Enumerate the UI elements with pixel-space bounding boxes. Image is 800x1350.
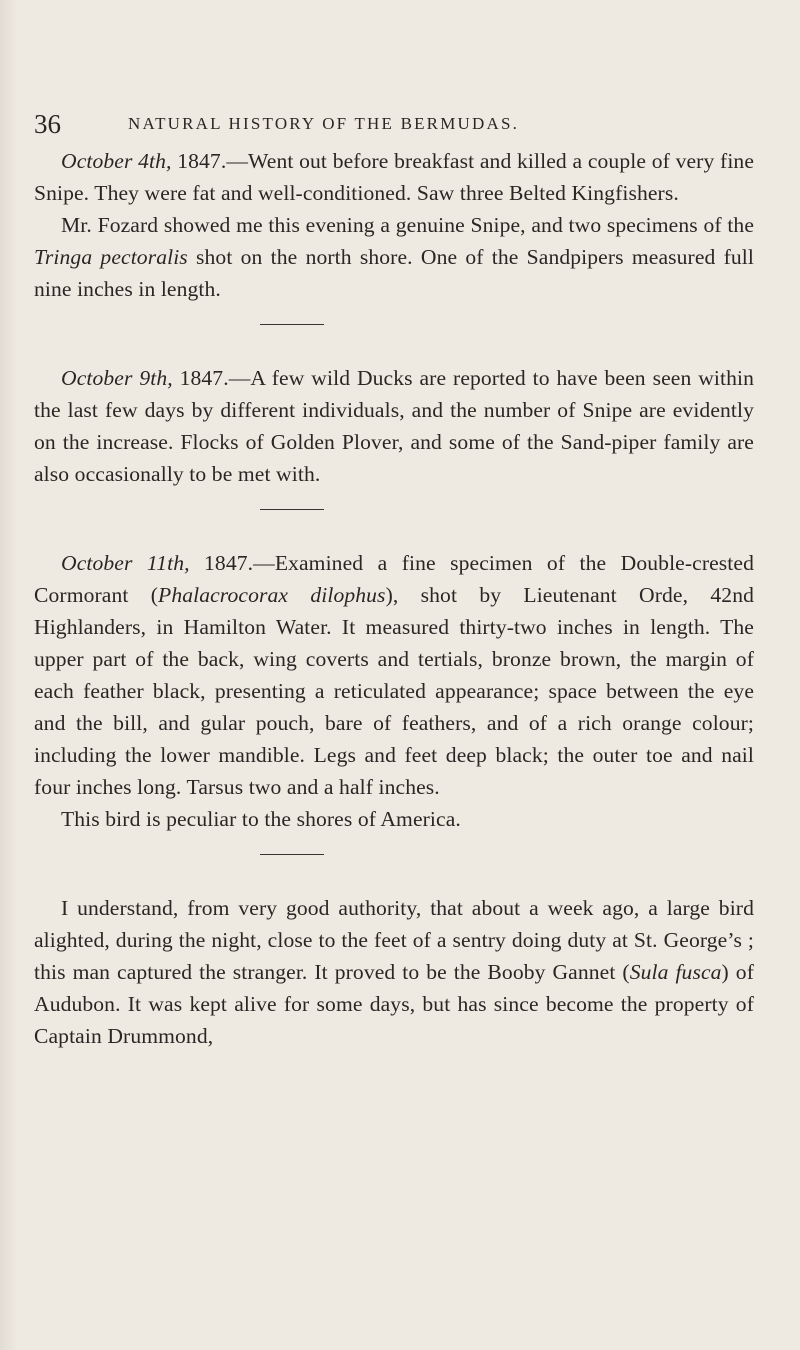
entry-text: 1847.—Went out before breakfast and killed a couple of very fine Snipe. They were fat and well-conditioned. Saw three Belted Kingfishers. bbox=[34, 149, 754, 205]
entry-oct-11-paragraph bbox=[34, 547, 754, 803]
entry-text: Mr. Fozard showed me this evening a genuine Snipe, and two specimens of the bbox=[61, 213, 754, 237]
page-number: 36 bbox=[34, 109, 61, 139]
entry-date: October 9th, bbox=[61, 366, 173, 390]
text-column bbox=[34, 145, 754, 1052]
page-header bbox=[34, 108, 754, 144]
entry-date: October 4th, bbox=[61, 149, 172, 173]
entry-booby-gannet-paragraph bbox=[34, 892, 754, 1052]
latin-name: Tringa pectoralis bbox=[34, 245, 188, 269]
entry-text: 1847.—Examined a fine specimen of the Double-crested Cormorant ( bbox=[34, 551, 754, 607]
entry-text: ) of Audubon. It was kept alive for some days, but has since become the property of Captain Drummond, bbox=[34, 960, 754, 1048]
entry-text: 1847.—A few wild Ducks are reported to have been seen within the last few days by different individuals, and the number of Snipe are evidently on the increase. Flocks of Golden Plover, and some of the Sand-piper family are also occasionally to be met with. bbox=[34, 366, 754, 486]
latin-name: Sula fusca bbox=[629, 960, 722, 984]
entry-date: October 11th, bbox=[61, 551, 190, 575]
entry-text: ), shot by Lieutenant Orde, 42nd Highlanders, in Hamilton Water. It measured thirty-two inches in length. The upper part of the back, wing coverts and tertials, bronze brown, the margin of each feather black, presenting a reticulated appearance; space between the eye and the bill, and gular pouch, bare of feathers, and of a rich orange colour; including the lower mandible. Legs and feet deep black; the outer toe and nail four inches long. Tarsus two and a half inches. bbox=[34, 583, 754, 799]
entry-oct-4-paragraph-2 bbox=[34, 209, 754, 305]
running-head: NATURAL HISTORY OF THE BERMUDAS. bbox=[128, 114, 520, 133]
entry-text: I understand, from very good authority, that about a week ago, a large bird alighted, during the night, close to the feet of a sentry doing duty at St. George’s ; this man captured the stranger. It proved to be the Booby Gannet ( bbox=[34, 896, 754, 984]
latin-name: Phalacrocorax dilophus bbox=[158, 583, 386, 607]
entry-oct-4-paragraph bbox=[34, 145, 754, 209]
entry-oct-9-paragraph bbox=[34, 362, 754, 490]
entry-oct-11-paragraph-2: This bird is peculiar to the shores of America. bbox=[61, 807, 461, 831]
entry-text: shot on the north shore. One of the Sandpipers measured full nine inches in length. bbox=[34, 245, 755, 301]
page-gutter-shadow bbox=[0, 0, 18, 1350]
